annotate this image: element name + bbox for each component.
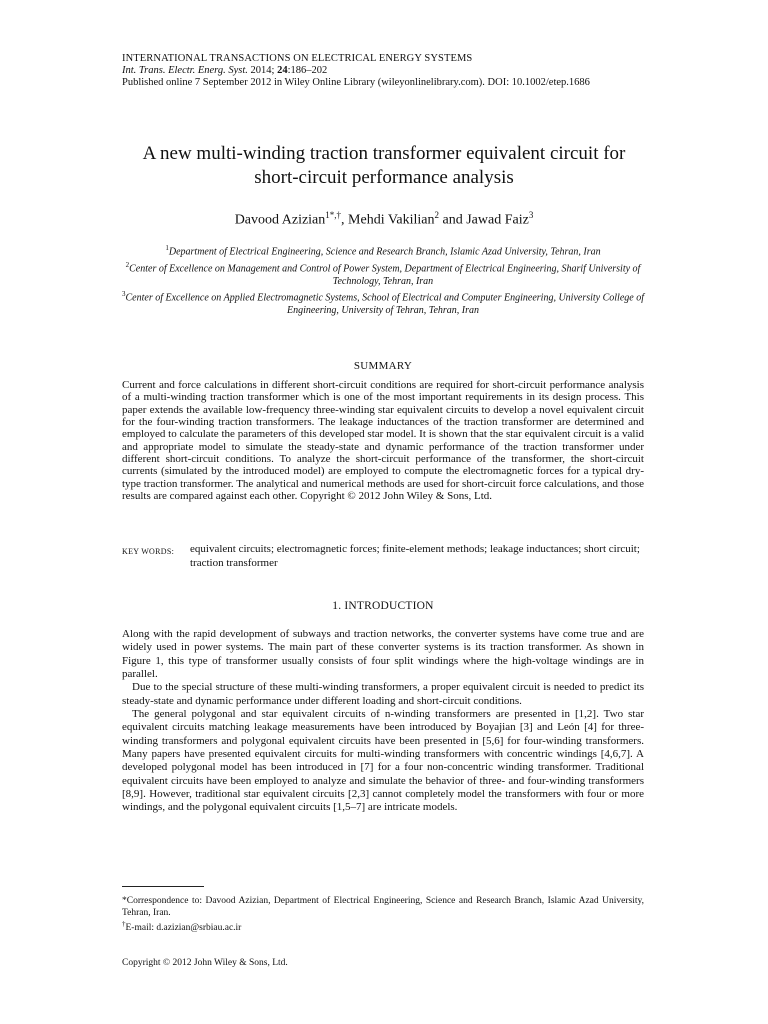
journal-pages: :186–202: [287, 65, 328, 76]
email-note: [122, 919, 644, 935]
affiliation-2: [122, 259, 644, 288]
paragraph: The general polygonal and star equivalent circuits of n-winding transformers are presented in [1,2]. Two star equivalent circuits matching leakage measurements have been introduced by Boyajian [3] and León [4] for three-winding transformers and polygonal equivalent circuits have been presented in [5,6] for four-winding transformers. Many papers have presented equivalent circuits for multi-winding transformers with concentric windings [4,6,7]. A developed polygonal model has been introduced in [7] for a four non-concentric winding transformer. Traditional equivalent circuits have been employed to analyze and simulate the behavior of three- and four-winding transformers [8,9]. However, traditional star equivalent circuits [2,3] cannot completely model the transformers with four or more windings, and the polygonal equivalent circuits [1,5–7] are intricate models.: [122, 708, 644, 814]
affiliations: [122, 242, 644, 317]
affiliation-3-text: Center of Excellence on Applied Electromagnetic Systems, School of Electrical and Computer Engineering, University College of Engineering, University of Tehran, Tehran, Iran: [125, 292, 644, 316]
journal-volume: 24: [277, 65, 288, 76]
paragraph: Along with the rapid development of subways and traction networks, the converter systems have come true and are widely used in power systems. The main part of these converter systems is its traction transformer. As shown in Figure 1, this type of transformer usually consists of four split windings where the high-voltage windings are in parallel.: [122, 628, 644, 681]
author-1-sup: 1*,†: [325, 210, 342, 220]
footnote-divider: [122, 886, 204, 887]
author-1: Davood Azizian: [234, 212, 326, 228]
correspondence-note: *Correspondence to: Davood Azizian, Department of Electrical Engineering, Science and Research Branch, Islamic Azad University, Tehran, Iran.: [122, 896, 644, 918]
summary-heading: SUMMARY: [353, 360, 413, 372]
affiliation-2-num: 2: [125, 260, 130, 269]
affiliation-2-text: Center of Excellence on Management and Control of Power System, Department of Electrical Engineering, Sharif University of Technology, Tehran, Iran: [129, 263, 641, 287]
affiliation-1-num: 1: [165, 244, 169, 252]
publication-info: Published online 7 September 2012 in Wiley Online Library (wileyonlinelibrary.com). DOI: 10.1002/etep.1686: [122, 77, 590, 88]
author-3: and Jawad Faiz: [439, 212, 529, 228]
introduction-body: [122, 628, 644, 815]
journal-name: INTERNATIONAL TRANSACTIONS ON ELECTRICAL ENERGY SYSTEMS: [122, 53, 473, 64]
affiliation-1: [122, 242, 644, 259]
keywords-label: KEY WORDS:: [122, 547, 175, 556]
affiliation-1-text: Department of Electrical Engineering, Science and Research Branch, Islamic Azad University, Tehran, Iran: [168, 246, 601, 258]
keywords: [122, 543, 644, 570]
section-heading-introduction: 1. INTRODUCTION: [332, 600, 434, 612]
journal-header: [122, 53, 652, 89]
author-list: [100, 206, 668, 230]
paper-title: [100, 142, 668, 190]
author-3-sup: 3: [528, 210, 534, 220]
title-line-2: short-circuit performance analysis: [254, 167, 514, 188]
email-mark: †: [122, 920, 126, 928]
keywords-text: equivalent circuits; electromagnetic forces; finite-element methods; leakage inductances; short circuit; traction transformer: [190, 543, 640, 569]
affiliation-3-num: 3: [122, 290, 126, 299]
author-2-sup: 2: [434, 210, 439, 220]
footnotes: [122, 896, 644, 935]
journal-year: 2014;: [247, 65, 278, 76]
abstract-text: Current and force calculations in different short-circuit conditions are required for short-circuit performance analysis of a multi-winding traction transformer which is one of the most important requirements in its design process. This paper extends the available low-frequency three-winding star equivalent circuits to develop a novel equivalent circuit for the four-winding traction transformers. The leakage inductances of the traction transformer are determined and employed to calculate the parameters of this developed star model. It is shown that the star equivalent circuit is a valid and appropriate model to simulate the steady-state and dynamic performance of the traction transformer under different short-circuit conditions. To analyze the short-circuit performance of the transformer, the short-circuit currents (simulated by the introduced model) are employed to compute the electromagnetic forces for a typical dry-type traction transformer. The analytical and numerical methods are used for short-circuit force calculations, and those results are compared against each other. Copyright © 2012 John Wiley & Sons, Ltd.: [122, 379, 644, 503]
paragraph: Due to the special structure of these multi-winding transformers, a proper equivalent circuit is needed to predict its steady-state and dynamic performance under different loading and short-circuit conditions.: [122, 681, 644, 707]
email-text: E-mail: d.azizian@srbiau.ac.ir: [125, 923, 242, 934]
affiliation-3: [122, 288, 644, 317]
copyright-notice: Copyright © 2012 John Wiley & Sons, Ltd.: [122, 958, 288, 968]
title-line-1: A new multi-winding traction transformer equivalent circuit for: [142, 143, 626, 164]
journal-citation: [122, 65, 652, 77]
author-2: , Mehdi Vakilian: [341, 212, 435, 228]
journal-abbrev: Int. Trans. Electr. Energ. Syst.: [122, 65, 248, 76]
